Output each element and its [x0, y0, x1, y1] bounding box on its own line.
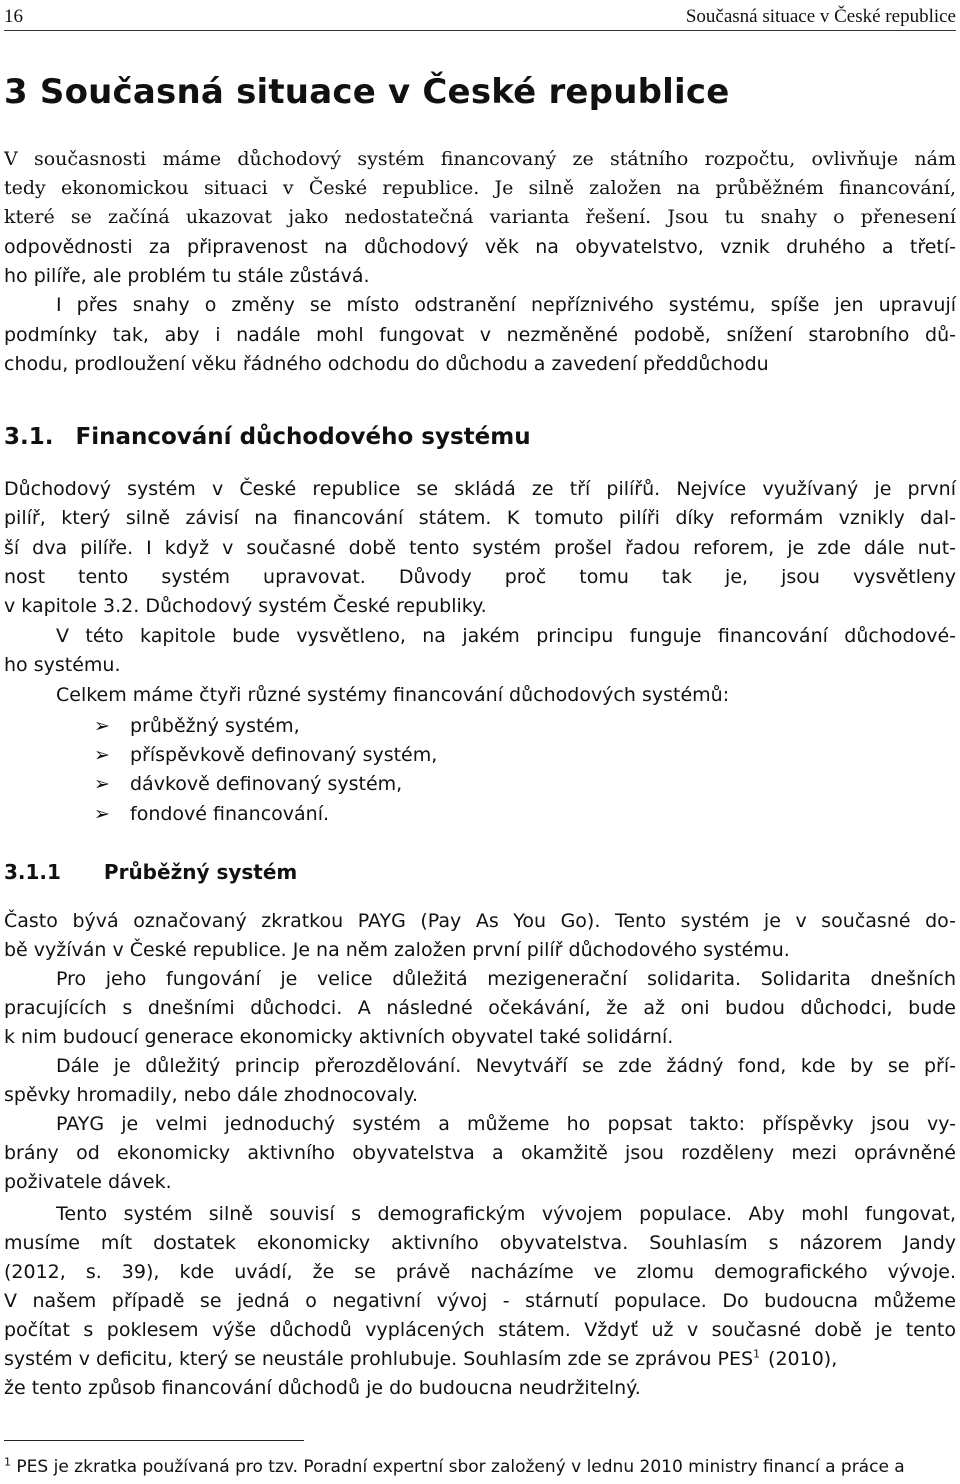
- intro-line: I přes snahy o změny se místo odstranění nepříznivého systému, spíše jen upravují: [56, 294, 956, 316]
- list-item: příspěvkově definovaný systém,: [130, 744, 438, 766]
- subsection-number: 3.1.1: [4, 860, 61, 884]
- intro-line: chodu, prodloužení věku řádného odchodu do důchodu a zavedení předdůchodu: [4, 353, 769, 375]
- footnote-reference[interactable]: 1: [753, 1347, 761, 1361]
- intro-line: ho pilíře, ale problém tu stále zůstává.: [4, 265, 370, 287]
- chapter-title: 3 Současná situace v České republice: [4, 72, 730, 112]
- subsection-line: spěvky hromadily, nebo dále zhodnocovaly.: [4, 1084, 419, 1106]
- subsection-line: Tento systém silně souvisí s demografickým vývojem populace. Aby mohl fungovat,: [56, 1203, 956, 1225]
- section-line: Celkem máme čtyři různé systémy financování důchodových systémů:: [56, 684, 730, 706]
- subsection-line: (2012, s. 39), kde uvádí, že se právě nacházíme ve zlomu demografického vývoje.: [4, 1261, 956, 1283]
- subsection-line: pracujících s dnešními důchodci. A následné očekávání, že až oni budou důchodci, bude: [4, 997, 956, 1019]
- footnote-rule: [4, 1440, 304, 1441]
- intro-line: odpovědnosti za připravenost na důchodový věk na obyvatelstvo, vznik druhého a třetí-: [4, 236, 956, 258]
- intro-line: V současnosti máme důchodový systém financovaný ze státního rozpočtu, ovlivňuje nám: [4, 148, 956, 170]
- subsection-line: k nim budoucí generace ekonomicky aktivních obyvatel také solidární.: [4, 1026, 674, 1048]
- list-item: průběžný systém,: [130, 715, 300, 737]
- section-number: 3.1.: [4, 424, 54, 450]
- intro-line: tedy ekonomickou situaci v České republice. Je silně založen na průběžném financování,: [4, 177, 956, 199]
- subsection-line: musíme mít dostatek ekonomicky aktivního obyvatelstva. Souhlasím s názorem Jandy: [4, 1232, 956, 1254]
- arrow-bullet-icon: ➢: [94, 715, 110, 737]
- subsection-line: [4, 1345, 956, 1374]
- subsection-line: PAYG je velmi jednoduchý systém a můžeme ho popsat takto: příspěvky jsou vy-: [56, 1113, 956, 1135]
- subsection-line: V našem případě se jedná o negativní vývoj - stárnutí populace. Do budoucna můžeme: [4, 1290, 956, 1312]
- subsection-line: brány od ekonomicky aktivního obyvatelstva a okamžitě jsou rozděleny mezi oprávněné: [4, 1142, 956, 1164]
- section-line: nost tento systém upravovat. Důvody proč tomu tak je, jsou vysvětleny: [4, 566, 956, 588]
- footnote: [4, 1457, 905, 1477]
- subsection-line: Často bývá označovaný zkratkou PAYG (Pay As You Go). Tento systém je v současné do-: [4, 910, 956, 932]
- footnote-text: PES je zkratka používaná pro tzv. Poradní expertní sbor založený v lednu 2010 ministry financí a práce a: [11, 1457, 905, 1477]
- list-item: fondové financování.: [130, 803, 330, 825]
- intro-line: které se začíná ukazovat jako nedostatečná varianta řešení. Jsou tu snahy o přenesení: [4, 206, 956, 228]
- page-header: [4, 2, 956, 31]
- line-text: (2010),: [768, 1348, 838, 1370]
- subsection-line: Pro jeho fungování je velice důležitá mezigenerační solidarita. Solidarita dnešních: [56, 968, 956, 990]
- subsection-line: bě vyžíván v České republice. Je na něm založen první pilíř důchodového systému.: [4, 939, 790, 961]
- section-line: v kapitole 3.2. Důchodový systém České republiky.: [4, 595, 487, 617]
- subsection-line: počítat s poklesem výše důchodů vyplácených státem. Vždyť už v současné době je tento: [4, 1319, 956, 1341]
- subsection-title: Průběžný systém: [103, 860, 298, 884]
- intro-line: podmínky tak, aby i nadále mohl fungovat v nezměněné podobě, snížení starobního dů-: [4, 324, 956, 346]
- running-title: Současná situace v České republice: [685, 6, 956, 27]
- page-number: 16: [4, 6, 23, 27]
- arrow-bullet-icon: ➢: [94, 773, 110, 795]
- subsection-heading: [4, 860, 297, 884]
- arrow-bullet-icon: ➢: [94, 744, 110, 766]
- footnote-marker: 1: [4, 1455, 11, 1469]
- subsection-line: že tento způsob financování důchodů je do budoucna neudržitelný.: [4, 1377, 641, 1399]
- section-title: Financování důchodového systému: [75, 424, 531, 450]
- list-item: dávkově definovaný systém,: [130, 773, 403, 795]
- line-text: systém v deficitu, který se neustále prohlubuje. Souhlasím zde se zprávou PES: [4, 1348, 754, 1370]
- arrow-bullet-icon: ➢: [94, 803, 110, 825]
- subsection-line: poživatele dávek.: [4, 1171, 172, 1193]
- section-line: ší dva pilíře. I když v současné době tento systém prošel řadou reforem, je zde dále nut-: [4, 537, 956, 559]
- section-line: ho systému.: [4, 654, 121, 676]
- section-line: V této kapitole bude vysvětleno, na jakém principu funguje financování důchodové-: [56, 625, 956, 647]
- subsection-line: Dále je důležitý princip přerozdělování. Nevytváří se zde žádný fond, kde by se pří-: [56, 1055, 956, 1077]
- section-heading: [4, 424, 531, 450]
- section-line: pilíř, který silně závisí na financování státem. K tomuto pilíři díky reformám vznikly dal-: [4, 507, 956, 529]
- section-line: Důchodový systém v České republice se skládá ze tří pilířů. Nejvíce využívaný je první: [4, 478, 956, 500]
